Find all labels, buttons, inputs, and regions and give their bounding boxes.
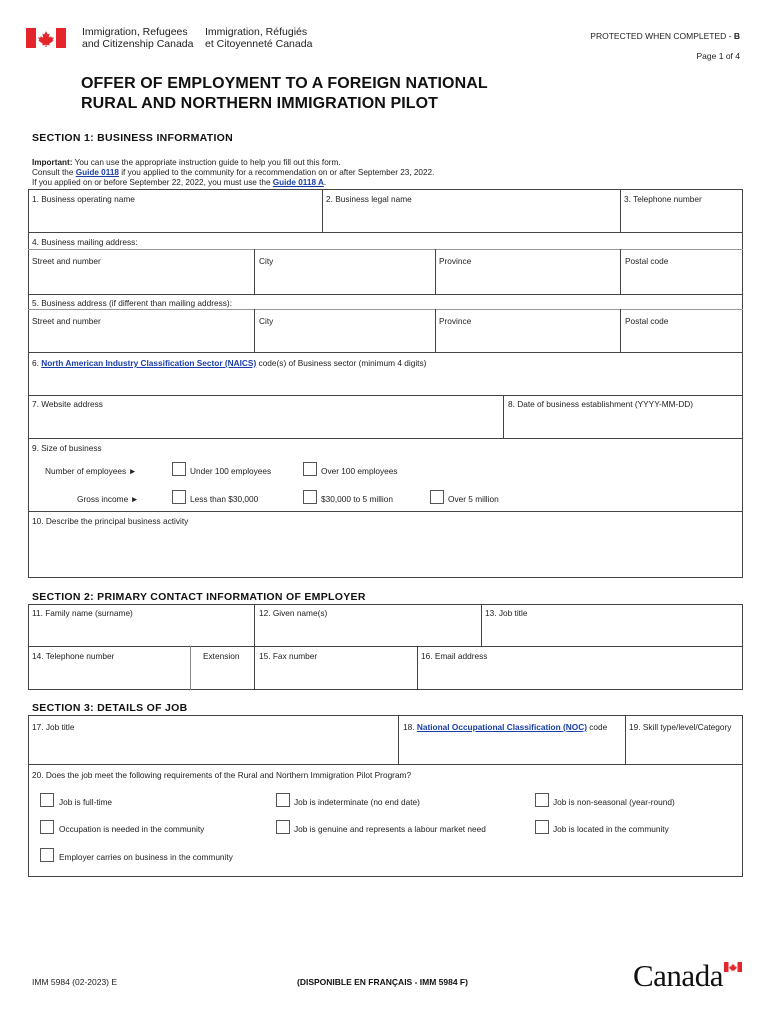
business-city-field[interactable]	[256, 328, 433, 350]
canada-wordmark: Canada	[633, 958, 723, 993]
establishment-date-field[interactable]	[505, 411, 741, 436]
telephone-number-field[interactable]	[622, 206, 741, 230]
business-address-label: 5. Business address (if different than mailing address):	[32, 298, 232, 308]
telephone-number-label: 3. Telephone number	[624, 194, 702, 204]
mailing-postal-field[interactable]	[622, 268, 741, 292]
website-label: 7. Website address	[32, 399, 103, 409]
naics-link[interactable]: North American Industry Classification Sector (NAICS)	[41, 358, 257, 368]
family-name-label: 11. Family name (surname)	[32, 608, 133, 618]
genuine-job-label: Job is genuine and represents a labour market need	[294, 824, 486, 834]
mailing-postal-label: Postal code	[625, 256, 669, 266]
section-2-heading: SECTION 2: PRIMARY CONTACT INFORMATION OF EMPLOYER	[32, 591, 366, 603]
mailing-street-label: Street and number	[32, 256, 101, 266]
contact-telephone-label: 14. Telephone number	[32, 651, 115, 661]
contact-job-title-field[interactable]	[483, 620, 741, 644]
naics-code-field[interactable]	[30, 370, 741, 393]
page-number: Page 1 of 4	[696, 51, 740, 61]
mailing-street-field[interactable]	[30, 268, 252, 292]
located-in-community-checkbox[interactable]	[535, 820, 549, 834]
contact-telephone-field[interactable]	[30, 663, 188, 688]
business-operating-name-label: 1. Business operating name	[32, 194, 135, 204]
naics-label: 6. North American Industry Classification Sector (NAICS) code(s) of Business sector (minimum 4 digits)	[32, 358, 427, 368]
indeterminate-checkbox[interactable]	[276, 793, 290, 807]
less-30000-checkbox[interactable]	[172, 490, 186, 504]
guide-0118a-link[interactable]: Guide 0118 A	[272, 178, 324, 187]
30000-to-5m-label: $30,000 to 5 million	[321, 494, 393, 504]
full-time-checkbox[interactable]	[40, 793, 54, 807]
job-title-label: 17. Job title	[32, 722, 75, 732]
carries-on-business-label: Employer carries on business in the community	[59, 852, 233, 862]
business-postal-field[interactable]	[622, 328, 741, 350]
non-seasonal-label: Job is non-seasonal (year-round)	[553, 797, 675, 807]
gross-income-label: Gross income ►	[77, 494, 139, 504]
principal-activity-label: 10. Describe the principal business activity	[32, 516, 189, 526]
business-size-label: 9. Size of business	[32, 443, 102, 453]
business-legal-name-label: 2. Business legal name	[326, 194, 412, 204]
less-30000-label: Less than $30,000	[190, 494, 259, 504]
given-names-label: 12. Given name(s)	[259, 608, 328, 618]
noc-code-field[interactable]	[400, 734, 623, 762]
business-province-field[interactable]	[437, 328, 618, 350]
noc-link[interactable]: National Occupational Classification (NOC)	[416, 722, 587, 732]
over-5m-checkbox[interactable]	[430, 490, 444, 504]
fax-number-field[interactable]	[256, 663, 415, 688]
genuine-job-checkbox[interactable]	[276, 820, 290, 834]
indeterminate-label: Job is indeterminate (no end date)	[294, 797, 420, 807]
skill-type-label: 19. Skill type/level/Category	[629, 722, 732, 732]
form-identifier: IMM 5984 (02-2023) E	[32, 977, 118, 987]
over-100-label: Over 100 employees	[321, 466, 398, 476]
business-legal-name-field[interactable]	[324, 206, 618, 230]
wordmark-flag-icon	[724, 962, 742, 972]
located-in-community-label: Job is located in the community	[553, 824, 669, 834]
business-postal-label: Postal code	[625, 316, 669, 326]
non-seasonal-checkbox[interactable]	[535, 793, 549, 807]
over-100-checkbox[interactable]	[303, 462, 317, 476]
form-title: OFFER OF EMPLOYMENT TO A FOREIGN NATIONAL RURAL AND NORTHERN IMMIGRATION PILOT	[81, 75, 488, 112]
french-version-notice: (DISPONIBLE EN FRANÇAIS - IMM 5984 F)	[297, 977, 468, 987]
30000-to-5m-checkbox[interactable]	[303, 490, 317, 504]
occupation-needed-checkbox[interactable]	[40, 820, 54, 834]
website-field[interactable]	[30, 411, 501, 436]
contact-job-title-label: 13. Job title	[485, 608, 528, 618]
department-name-en: Immigration, Refugees and Citizenship Canada	[82, 26, 194, 50]
guide-0118-link[interactable]: Guide 0118	[75, 168, 119, 177]
canada-flag-icon	[26, 28, 66, 48]
mailing-city-label: City	[259, 256, 274, 266]
important-notice: Important: You can use the appropriate instruction guide to help you fill out this form. Consult the Guide 0118 if you applied to the community for a recommendation on or after September 23, 2022. If you applied on or before September 22, 2022, you must use the Guide 0118 A.	[32, 158, 435, 187]
section-1-heading: SECTION 1: BUSINESS INFORMATION	[32, 132, 234, 144]
family-name-field[interactable]	[30, 620, 252, 644]
extension-field[interactable]	[192, 663, 252, 688]
principal-activity-field[interactable]	[30, 528, 741, 576]
skill-type-field[interactable]	[627, 734, 741, 762]
business-street-field[interactable]	[30, 328, 252, 350]
fax-number-label: 15. Fax number	[259, 651, 318, 661]
full-time-label: Job is full-time	[59, 797, 113, 807]
occupation-needed-label: Occupation is needed in the community	[59, 824, 205, 834]
business-city-label: City	[259, 316, 274, 326]
carries-on-business-checkbox[interactable]	[40, 848, 54, 862]
over-5m-label: Over 5 million	[448, 494, 499, 504]
section-3-heading: SECTION 3: DETAILS OF JOB	[32, 702, 188, 714]
mailing-address-label: 4. Business mailing address:	[32, 237, 138, 247]
business-street-label: Street and number	[32, 316, 101, 326]
extension-label: Extension	[203, 651, 240, 661]
under-100-label: Under 100 employees	[190, 466, 272, 476]
given-names-field[interactable]	[256, 620, 479, 644]
requirements-question: 20. Does the job meet the following requirements of the Rural and Northern Immigration Pilot Program?	[32, 770, 412, 780]
mailing-city-field[interactable]	[256, 268, 433, 292]
establishment-date-label: 8. Date of business establishment (YYYY-MM-DD)	[508, 399, 694, 409]
business-operating-name-field[interactable]	[30, 206, 320, 230]
email-field[interactable]	[419, 663, 741, 688]
protected-marking: PROTECTED WHEN COMPLETED - B	[590, 31, 740, 41]
job-title-field[interactable]	[30, 734, 396, 762]
email-label: 16. Email address	[421, 651, 488, 661]
under-100-checkbox[interactable]	[172, 462, 186, 476]
department-name-fr: Immigration, Réfugiés et Citoyenneté Canada	[205, 26, 313, 50]
employees-label: Number of employees ►	[45, 466, 137, 476]
mailing-province-field[interactable]	[437, 268, 618, 292]
noc-label: 18. National Occupational Classification (NOC) code	[403, 722, 608, 732]
business-province-label: Province	[439, 316, 472, 326]
mailing-province-label: Province	[439, 256, 472, 266]
